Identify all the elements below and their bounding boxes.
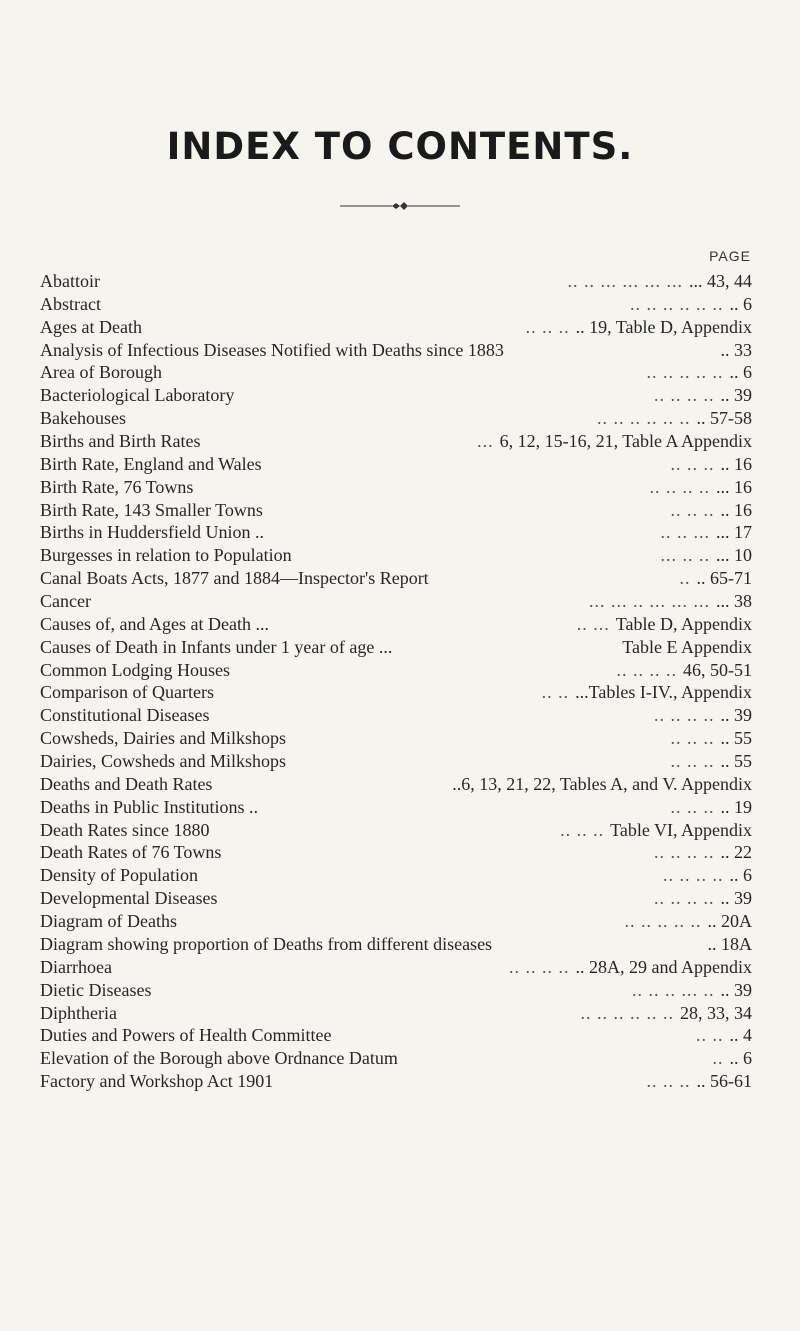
entry-label: Bacteriological Laboratory xyxy=(40,385,235,406)
entry-leader: .. .. xyxy=(696,1025,724,1046)
index-entry xyxy=(40,819,752,842)
entry-label: Elevation of the Borough above Ordnance Datum xyxy=(40,1048,398,1069)
index-entry xyxy=(40,567,752,590)
entry-label: Birth Rate, 76 Towns xyxy=(40,476,194,497)
entry-leader: .. .. .. .. xyxy=(654,705,715,726)
entry-leader: .. xyxy=(712,1048,724,1069)
entry-page-ref: ... 16 xyxy=(716,476,752,497)
entry-leader: .. .. .. .. .. xyxy=(624,911,702,932)
entry-page-ref: 28, 33, 34 xyxy=(680,1002,752,1023)
entry-label: Birth Rate, England and Wales xyxy=(40,453,262,474)
index-entry xyxy=(40,933,752,956)
entry-label: Bakehouses xyxy=(40,408,126,429)
entry-label: Ages at Death xyxy=(40,316,142,337)
index-entry xyxy=(40,704,752,727)
entry-page-ref: .. 57-58 xyxy=(696,408,752,429)
entry-page-ref: ... 38 xyxy=(716,591,752,612)
entry-leader: .. .. .. xyxy=(560,819,605,840)
entry-leader: .. .. .. .. xyxy=(654,842,715,863)
entry-page-ref: .. 18A xyxy=(707,933,752,954)
entry-page-ref: ..6, 13, 21, 22, Tables A, and V. Appendix xyxy=(452,773,752,794)
entry-label: Diagram showing proportion of Deaths from different diseases xyxy=(40,933,493,954)
entry-page-ref: ... 17 xyxy=(716,522,752,543)
entry-page-ref: .. 55 xyxy=(720,728,752,749)
entry-page-ref: .. 6 xyxy=(729,293,752,314)
entry-leader: ... .. .. xyxy=(660,545,710,566)
entry-label: Causes of Death in Infants under 1 year of age ... xyxy=(40,636,393,657)
entry-leader: .. .. .. .. xyxy=(654,385,715,406)
entry-leader: .. .. .. .. xyxy=(616,659,677,680)
entry-leader: .. .. .. .. xyxy=(649,476,710,497)
entry-page-ref: .. 4 xyxy=(729,1025,752,1046)
entry-page-ref: Table E Appendix xyxy=(622,636,752,657)
entry-page-ref: .. 55 xyxy=(720,751,752,772)
index-entry xyxy=(40,979,752,1002)
entry-label: Births in Huddersfield Union .. xyxy=(40,522,264,543)
entry-label: Diarrhoea xyxy=(40,956,112,977)
entry-label: Cowsheds, Dairies and Milkshops xyxy=(40,728,286,749)
entry-label: Area of Borough xyxy=(40,362,162,383)
entry-page-ref: Table D, Appendix xyxy=(615,613,752,634)
entry-label: Cancer xyxy=(40,591,91,612)
index-entry xyxy=(40,887,752,910)
entry-page-ref: .. 39 xyxy=(720,705,752,726)
entry-page-ref: ... 10 xyxy=(716,545,752,566)
index-entry xyxy=(40,864,752,887)
index-entry xyxy=(40,613,752,636)
index-entry xyxy=(40,1024,752,1047)
entry-label: Dairies, Cowsheds and Milkshops xyxy=(40,751,286,772)
entry-label: Abattoir xyxy=(40,271,100,291)
index-entry xyxy=(40,544,752,567)
entry-label: Death Rates of 76 Towns xyxy=(40,842,222,863)
index-entry xyxy=(40,773,752,796)
entry-page-ref: .. 39 xyxy=(720,385,752,406)
entry-leader: .. .. .. xyxy=(670,453,715,474)
entry-label: Causes of, and Ages at Death ... xyxy=(40,613,269,634)
index-entry xyxy=(40,1002,752,1025)
entry-page-ref: .. 22 xyxy=(720,842,752,863)
entry-leader: .. .. .. ... .. xyxy=(632,979,715,1000)
entry-label: Abstract xyxy=(40,293,101,314)
entry-page-ref: 46, 50-51 xyxy=(683,659,752,680)
entry-page-ref: .. 56-61 xyxy=(696,1071,752,1092)
index-entry xyxy=(40,681,752,704)
index-entry xyxy=(40,796,752,819)
entry-leader: .. .. .. xyxy=(670,499,715,520)
entry-page-ref: .. 6 xyxy=(729,1048,752,1069)
entry-label: Diagram of Deaths xyxy=(40,911,177,932)
entry-leader: .. .. ... xyxy=(660,522,710,543)
index-entry xyxy=(40,841,752,864)
entry-leader: .. .. .. .. xyxy=(509,956,570,977)
entry-page-ref: .. 20A xyxy=(707,911,752,932)
entry-leader: .. .. ... ... ... ... xyxy=(567,271,683,291)
entry-leader: .. .. .. .. xyxy=(663,865,724,886)
index-entry xyxy=(40,1047,752,1070)
index-entry xyxy=(40,430,752,453)
entry-label: Analysis of Infectious Diseases Notified with Deaths since 1883 xyxy=(40,339,504,360)
entry-label: Dietic Diseases xyxy=(40,979,152,1000)
index-entry xyxy=(40,590,752,613)
entry-label: Death Rates since 1880 xyxy=(40,819,210,840)
entry-leader: .. .. .. xyxy=(670,728,715,749)
entry-leader: .. .. .. .. .. xyxy=(646,362,724,383)
entry-leader: ... xyxy=(477,431,494,452)
entry-leader: .. .. .. xyxy=(525,316,570,337)
entry-page-ref: .. 28A, 29 and Appendix xyxy=(575,956,752,977)
index-entry xyxy=(40,636,752,659)
entry-page-ref: .. 16 xyxy=(720,499,752,520)
index-entry xyxy=(40,499,752,522)
entry-leader: .. .. .. .. .. .. xyxy=(630,293,724,314)
index-entry xyxy=(40,1070,752,1093)
entry-page-ref: Table VI, Appendix xyxy=(610,819,752,840)
entry-leader: .. .. .. .. xyxy=(654,888,715,909)
index-entry xyxy=(40,270,752,293)
entry-label: Common Lodging Houses xyxy=(40,659,231,680)
entry-page-ref: .. 16 xyxy=(720,453,752,474)
entry-label: Burgesses in relation to Population xyxy=(40,545,292,566)
entry-label: Constitutional Diseases xyxy=(40,705,210,726)
index-entry xyxy=(40,316,752,339)
index-entry xyxy=(40,293,752,316)
index-entry xyxy=(40,910,752,933)
entry-page-ref: .. 19 xyxy=(720,796,752,817)
entry-label: Canal Boats Acts, 1877 and 1884—Inspector's Report xyxy=(40,568,429,589)
index-entry xyxy=(40,476,752,499)
index-entry xyxy=(40,659,752,682)
entry-leader: .. .. xyxy=(541,682,570,703)
entry-leader: .. .. .. .. .. .. xyxy=(597,408,691,429)
entry-label: Birth Rate, 143 Smaller Towns xyxy=(40,499,263,520)
page-column-header: PAGE xyxy=(709,248,751,264)
entry-page-ref: .. 65-71 xyxy=(696,568,752,589)
entry-leader: .. xyxy=(679,568,691,589)
entry-label: Comparison of Quarters xyxy=(40,682,214,703)
entry-label: Density of Population xyxy=(40,865,198,886)
entry-leader: ... ... .. ... ... ... xyxy=(589,591,710,612)
entry-leader: .. .. .. xyxy=(646,1071,691,1092)
entry-label: Deaths in Public Institutions .. xyxy=(40,796,258,817)
entry-label: Births and Birth Rates xyxy=(40,431,201,452)
entry-page-ref: .. 6 xyxy=(729,362,752,383)
entry-page-ref: .. 39 xyxy=(720,888,752,909)
entry-page-ref: .. 33 xyxy=(720,339,752,360)
entry-label: Factory and Workshop Act 1901 xyxy=(40,1071,274,1092)
entry-page-ref: .. 6 xyxy=(729,865,752,886)
entry-label: Duties and Powers of Health Committee xyxy=(40,1025,332,1046)
entry-page-ref: ... 43, 44 xyxy=(689,271,752,291)
entry-label: Developmental Diseases xyxy=(40,888,218,909)
entry-page-ref: .. 39 xyxy=(720,979,752,1000)
entry-leader: .. .. .. xyxy=(670,796,715,817)
index-entry xyxy=(40,407,752,430)
index-entry xyxy=(40,361,752,384)
index-entry xyxy=(40,384,752,407)
entry-page-ref: .. 19, Table D, Appendix xyxy=(575,316,752,337)
index-entry xyxy=(40,339,752,362)
page-title: INDEX TO CONTENTS. xyxy=(166,125,634,168)
entry-page-ref: ...Tables I-IV., Appendix xyxy=(575,682,752,703)
index-list xyxy=(40,270,752,1093)
index-entry xyxy=(40,727,752,750)
index-entry xyxy=(40,956,752,979)
index-entry xyxy=(40,750,752,773)
index-entry xyxy=(40,521,752,544)
entry-leader: .. .. .. xyxy=(670,751,715,772)
entry-leader: .. .. .. .. .. .. xyxy=(580,1002,674,1023)
entry-label: Diphtheria xyxy=(40,1002,117,1023)
divider-ornament-icon xyxy=(340,200,460,212)
index-entry xyxy=(40,453,752,476)
entry-leader: .. ... xyxy=(576,613,610,634)
entry-page-ref: 6, 12, 15-16, 21, Table A Appendix xyxy=(499,431,752,452)
entry-label: Deaths and Death Rates xyxy=(40,773,213,794)
